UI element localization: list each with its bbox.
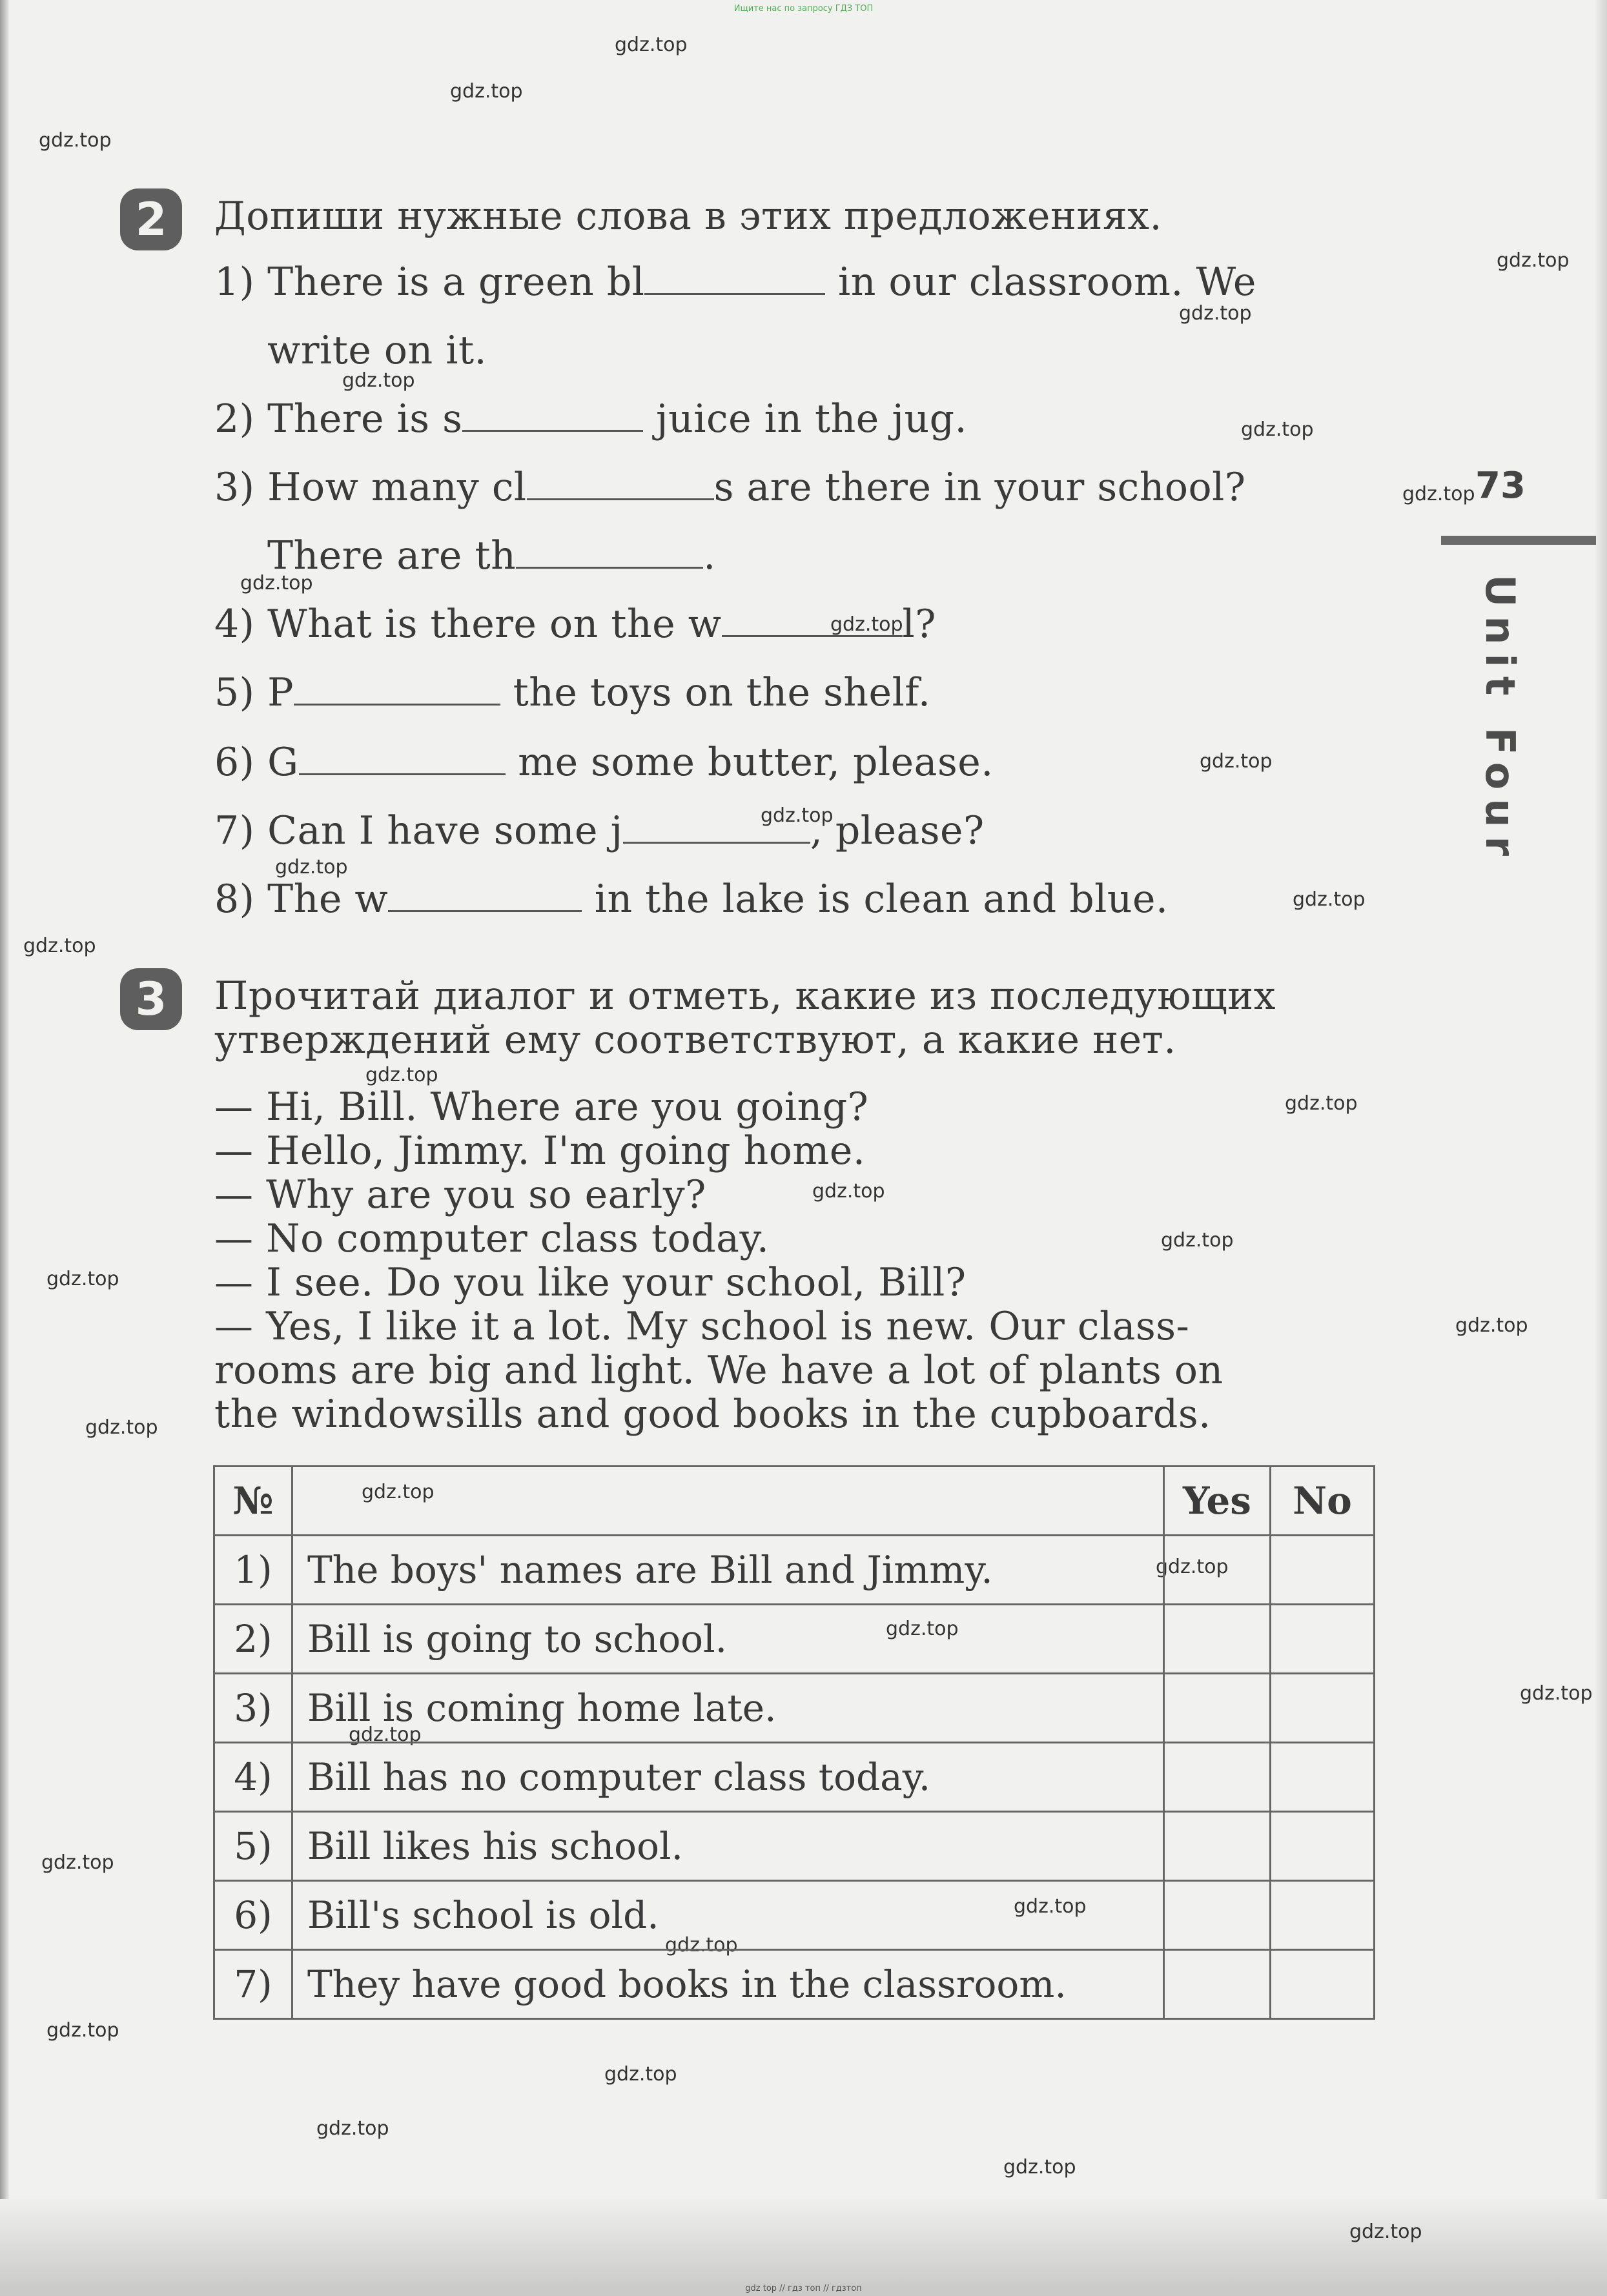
- watermark: gdz.top: [1200, 750, 1273, 773]
- exercise-3-badge: 3: [120, 968, 182, 1030]
- yes-cell[interactable]: [1164, 1536, 1271, 1605]
- no-cell[interactable]: [1271, 1812, 1375, 1881]
- page-number: 73: [1475, 465, 1526, 507]
- table-row: [214, 1881, 1375, 1950]
- answer-blank[interactable]: [462, 396, 643, 432]
- no-cell[interactable]: [1271, 1605, 1375, 1674]
- no-cell[interactable]: [1271, 1950, 1375, 2019]
- item-text: juice in the jug.: [656, 396, 968, 442]
- watermark: gdz.top: [1179, 302, 1252, 325]
- row-number: 5): [214, 1812, 292, 1881]
- dialogue-line: — No computer class today.: [214, 1216, 770, 1261]
- row-number: 1): [214, 1536, 292, 1605]
- item-number: 3): [214, 465, 255, 510]
- exercise-2-item-8: [214, 877, 1169, 922]
- watermark: gdz.top: [812, 1180, 885, 1203]
- exercise-2-item-1: [214, 259, 1256, 305]
- watermark: gdz.top: [275, 856, 348, 879]
- row-statement: Bill's school is old.: [292, 1881, 1164, 1950]
- watermark: gdz.top: [1293, 888, 1366, 911]
- answer-blank[interactable]: [644, 259, 825, 295]
- exercise-2-instruction: Допиши нужные слова в этих предложениях.: [214, 194, 1163, 239]
- row-statement: Bill is coming home late.: [292, 1674, 1164, 1743]
- item-number: 2): [214, 396, 255, 442]
- watermark: gdz.top: [604, 2063, 677, 2086]
- item-text: G: [267, 740, 299, 785]
- yes-cell[interactable]: [1164, 1605, 1271, 1674]
- exercise-2-item-3-cont: [267, 533, 716, 578]
- table-row: [214, 1536, 1375, 1605]
- bottom-link[interactable]: gdz top // гдз топ // гдзтоп: [745, 2284, 862, 2293]
- item-text: s are there in your school?: [713, 465, 1246, 510]
- answer-blank[interactable]: [623, 808, 810, 844]
- page-bottom-shade: [0, 2199, 1607, 2296]
- item-text: There is a green bl: [267, 259, 645, 305]
- item-text: How many cl: [267, 465, 527, 510]
- item-number: 4): [214, 602, 255, 647]
- row-statement: They have good books in the classroom.: [292, 1950, 1164, 2019]
- no-cell[interactable]: [1271, 1881, 1375, 1950]
- item-text: Can I have some j: [267, 808, 623, 853]
- row-number: 7): [214, 1950, 292, 2019]
- watermark: gdz.top: [1285, 1092, 1358, 1115]
- no-cell[interactable]: [1271, 1674, 1375, 1743]
- watermark: gdz.top: [665, 1934, 738, 1956]
- table-header-row: [214, 1467, 1375, 1536]
- watermark: gdz.top: [39, 129, 112, 152]
- watermark: gdz.top: [1520, 1682, 1593, 1705]
- watermark: gdz.top: [365, 1064, 438, 1086]
- item-text: There are th: [267, 533, 517, 578]
- exercise-2-item-6: [214, 740, 994, 785]
- exercise-2-item-4: [214, 602, 936, 647]
- dialogue-line: rooms are big and light. We have a lot of plants on: [214, 1348, 1223, 1393]
- exercise-2-item-5: [214, 670, 930, 715]
- item-number: 1): [214, 259, 255, 305]
- no-cell[interactable]: [1271, 1536, 1375, 1605]
- exercise-2-item-1-cont: write on it.: [267, 328, 487, 373]
- yes-cell[interactable]: [1164, 1950, 1271, 2019]
- item-text: What is there on the w: [267, 602, 722, 647]
- dialogue-line: the windowsills and good books in the cupboards.: [214, 1392, 1211, 1437]
- exercise-2-item-7: [214, 808, 985, 853]
- watermark: gdz.top: [342, 369, 415, 392]
- row-number: 4): [214, 1743, 292, 1812]
- item-text: the toys on the shelf.: [513, 670, 931, 715]
- dialogue-line: — Yes, I like it a lot. My school is new. Our class-: [214, 1304, 1190, 1349]
- watermark: gdz.top: [1003, 2156, 1076, 2179]
- header-statement: [292, 1467, 1164, 1536]
- answer-blank[interactable]: [527, 465, 714, 500]
- answer-blank[interactable]: [722, 602, 903, 637]
- watermark: gdz.top: [1455, 1314, 1528, 1337]
- yes-cell[interactable]: [1164, 1743, 1271, 1812]
- item-text: l?: [902, 602, 936, 647]
- yes-cell[interactable]: [1164, 1881, 1271, 1950]
- watermark: gdz.top: [349, 1723, 422, 1746]
- header-no: No: [1271, 1467, 1375, 1536]
- watermark: gdz.top: [316, 2117, 389, 2140]
- table-row: [214, 1674, 1375, 1743]
- unit-divider: [1441, 536, 1596, 545]
- header-yes: Yes: [1164, 1467, 1271, 1536]
- watermark: gdz.top: [450, 80, 523, 103]
- watermark: gdz.top: [1349, 2220, 1422, 2243]
- unit-label: Unit Four: [1477, 574, 1524, 866]
- item-number: 6): [214, 740, 255, 785]
- watermark: gdz.top: [46, 2019, 119, 2042]
- answer-blank[interactable]: [294, 670, 500, 706]
- row-number: 2): [214, 1605, 292, 1674]
- row-number: 3): [214, 1674, 292, 1743]
- watermark: gdz.top: [23, 935, 96, 957]
- row-number: 6): [214, 1881, 292, 1950]
- item-text: P: [267, 670, 294, 715]
- true-false-table: [213, 1465, 1375, 2020]
- watermark: gdz.top: [761, 804, 834, 827]
- watermark: gdz.top: [41, 1851, 114, 1874]
- item-text: , please?: [810, 808, 985, 853]
- exercise-3-instruction: Прочитай диалог и отметь, какие из последующих: [214, 973, 1276, 1019]
- watermark: gdz.top: [615, 34, 688, 56]
- dialogue-line: — Why are you so early?: [214, 1172, 706, 1217]
- dialogue-line: — Hello, Jimmy. I'm going home.: [214, 1128, 866, 1173]
- page-right-edge: [1594, 0, 1607, 2296]
- answer-blank[interactable]: [299, 740, 506, 775]
- watermark: gdz.top: [1497, 249, 1570, 272]
- item-text: me some butter, please.: [518, 740, 994, 785]
- top-search-link[interactable]: Ищите нас по запросу ГДЗ ТОП: [733, 4, 874, 14]
- no-cell[interactable]: [1271, 1743, 1375, 1812]
- answer-blank[interactable]: [388, 877, 582, 912]
- row-statement: Bill is going to school.: [292, 1605, 1164, 1674]
- item-text: There is s: [267, 396, 463, 442]
- table-row: [214, 1743, 1375, 1812]
- row-statement: Bill likes his school.: [292, 1812, 1164, 1881]
- dialogue-line: — Hi, Bill. Where are you going?: [214, 1084, 869, 1130]
- watermark: gdz.top: [1156, 1556, 1229, 1578]
- watermark: gdz.top: [1402, 483, 1475, 505]
- exercise-2-badge: 2: [120, 188, 182, 250]
- item-text: in the lake is clean and blue.: [594, 877, 1169, 922]
- row-statement: Bill has no computer class today.: [292, 1743, 1164, 1812]
- item-text: in our classroom. We: [838, 259, 1256, 305]
- watermark: gdz.top: [85, 1416, 158, 1439]
- item-text: The w: [267, 877, 389, 922]
- exercise-2-item-2: [214, 396, 967, 442]
- watermark: gdz.top: [362, 1481, 435, 1503]
- watermark: gdz.top: [46, 1268, 119, 1290]
- dialogue-line: — I see. Do you like your school, Bill?: [214, 1260, 967, 1305]
- table-row: [214, 1812, 1375, 1881]
- table-row: [214, 1605, 1375, 1674]
- watermark: gdz.top: [830, 613, 903, 636]
- exercise-2-item-3: [214, 465, 1246, 510]
- watermark: gdz.top: [240, 572, 313, 594]
- item-text: .: [703, 533, 716, 578]
- table-row: [214, 1950, 1375, 2019]
- answer-blank[interactable]: [516, 533, 703, 569]
- item-number: 5): [214, 670, 255, 715]
- item-number: 7): [214, 808, 255, 853]
- row-statement: The boys' names are Bill and Jimmy.: [292, 1536, 1164, 1605]
- item-number: 8): [214, 877, 255, 922]
- yes-cell[interactable]: [1164, 1674, 1271, 1743]
- watermark: gdz.top: [1241, 418, 1314, 441]
- header-number: №: [214, 1467, 292, 1536]
- watermark: gdz.top: [886, 1618, 959, 1640]
- watermark: gdz.top: [1161, 1229, 1234, 1252]
- page-left-edge: [0, 0, 9, 2296]
- watermark: gdz.top: [1014, 1895, 1087, 1918]
- yes-cell[interactable]: [1164, 1812, 1271, 1881]
- exercise-3-instruction-cont: утверждений ему соответствуют, а какие нет.: [214, 1017, 1176, 1062]
